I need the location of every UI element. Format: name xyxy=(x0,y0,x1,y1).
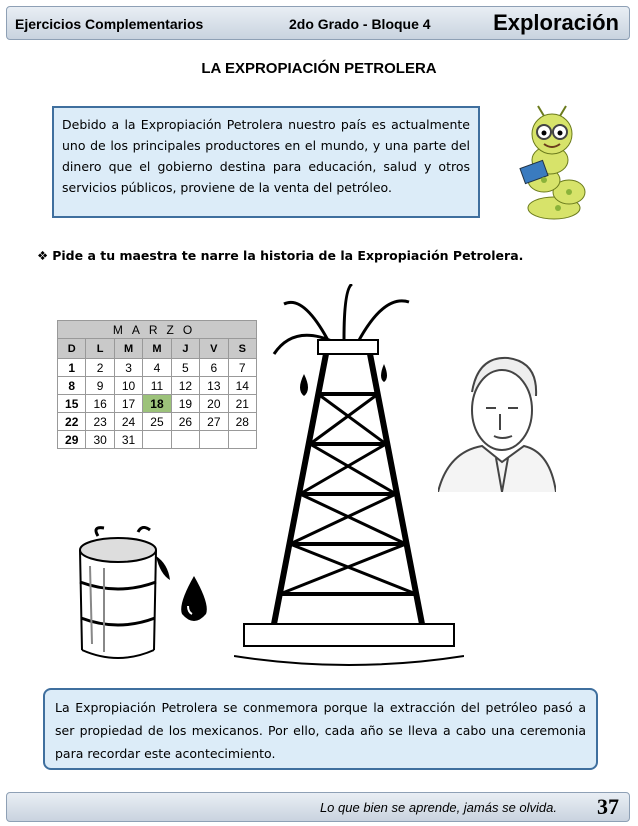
calendar-day: 1 xyxy=(58,359,86,377)
calendar-day: 26 xyxy=(171,413,199,431)
calendar-day: 7 xyxy=(228,359,256,377)
calendar-day: 11 xyxy=(143,377,171,395)
calendar-day: 4 xyxy=(143,359,171,377)
bottom-text-box: La Expropiación Petrolera se conmemora porque la extracción del petróleo pasó a ser propiedad de los mexicanos. Por ello, cada año se lleva a cabo una ceremonia para recordar este acontecimiento. xyxy=(43,688,598,770)
calendar-day: 9 xyxy=(86,377,114,395)
calendar-day: 13 xyxy=(200,377,228,395)
calendar-day: 14 xyxy=(228,377,256,395)
calendar-weekday: V xyxy=(200,339,228,359)
calendar-day: 21 xyxy=(228,395,256,413)
calendar-day: 12 xyxy=(171,377,199,395)
page-footer xyxy=(6,792,630,822)
calendar-day: 3 xyxy=(114,359,142,377)
calendar-day: 30 xyxy=(86,431,114,449)
instruction-text: Pide a tu maestra te narre la historia de la Expropiación Petrolera. xyxy=(52,248,524,263)
calendar-day: 25 xyxy=(143,413,171,431)
info-box: Debido a la Expropiación Petrolera nuestro país es actualmente uno de los principales productores en el mundo, y una parte del dinero que el gobierno destina para educación, salud y otros servicios públicos, proviene de la venta del petróleo. xyxy=(52,106,480,218)
calendar-day: 22 xyxy=(58,413,86,431)
calendar-day: 19 xyxy=(171,395,199,413)
calendar-day: 28 xyxy=(228,413,256,431)
caterpillar-mascot-icon xyxy=(514,104,594,222)
calendar-day: 20 xyxy=(200,395,228,413)
calendar-day: 17 xyxy=(114,395,142,413)
calendar-day: 23 xyxy=(86,413,114,431)
calendar-day: 18 xyxy=(143,395,171,413)
calendar-day xyxy=(200,431,228,449)
oil-derrick-icon xyxy=(234,284,464,684)
calendar-weekday: J xyxy=(171,339,199,359)
oil-drop-icon xyxy=(176,576,212,624)
calendar-weekday: S xyxy=(228,339,256,359)
header-subject: Ejercicios Complementarios xyxy=(15,16,204,32)
instruction xyxy=(37,248,523,263)
calendar-day: 10 xyxy=(114,377,142,395)
calendar-day: 15 xyxy=(58,395,86,413)
calendar-day: 8 xyxy=(58,377,86,395)
page-title: LA EXPROPIACIÓN PETROLERA xyxy=(201,60,437,77)
diamond-bullet-icon: ❖ xyxy=(37,248,49,263)
calendar-day: 29 xyxy=(58,431,86,449)
calendar-day: 16 xyxy=(86,395,114,413)
calendar-day: 5 xyxy=(171,359,199,377)
calendar-weekday: D xyxy=(58,339,86,359)
calendar-weekday: L xyxy=(86,339,114,359)
march-calendar xyxy=(57,320,257,449)
oil-barrel-icon xyxy=(68,526,178,666)
page-number: 37 xyxy=(597,794,619,819)
calendar-day: 6 xyxy=(200,359,228,377)
calendar-day xyxy=(171,431,199,449)
calendar-day: 24 xyxy=(114,413,142,431)
calendar-weekday: M xyxy=(143,339,171,359)
footer-motto: Lo que bien se aprende, jamás se olvida. xyxy=(319,800,557,815)
calendar-weekday: M xyxy=(114,339,142,359)
calendar-month: MARZO xyxy=(58,321,257,339)
calendar-day xyxy=(143,431,171,449)
portrait-icon xyxy=(438,352,556,492)
calendar-day: 2 xyxy=(86,359,114,377)
header-grade: 2do Grado - Bloque 4 xyxy=(289,16,431,32)
calendar-day: 31 xyxy=(114,431,142,449)
header-section: Exploración xyxy=(493,10,619,35)
page-header xyxy=(6,6,630,40)
calendar-day: 27 xyxy=(200,413,228,431)
